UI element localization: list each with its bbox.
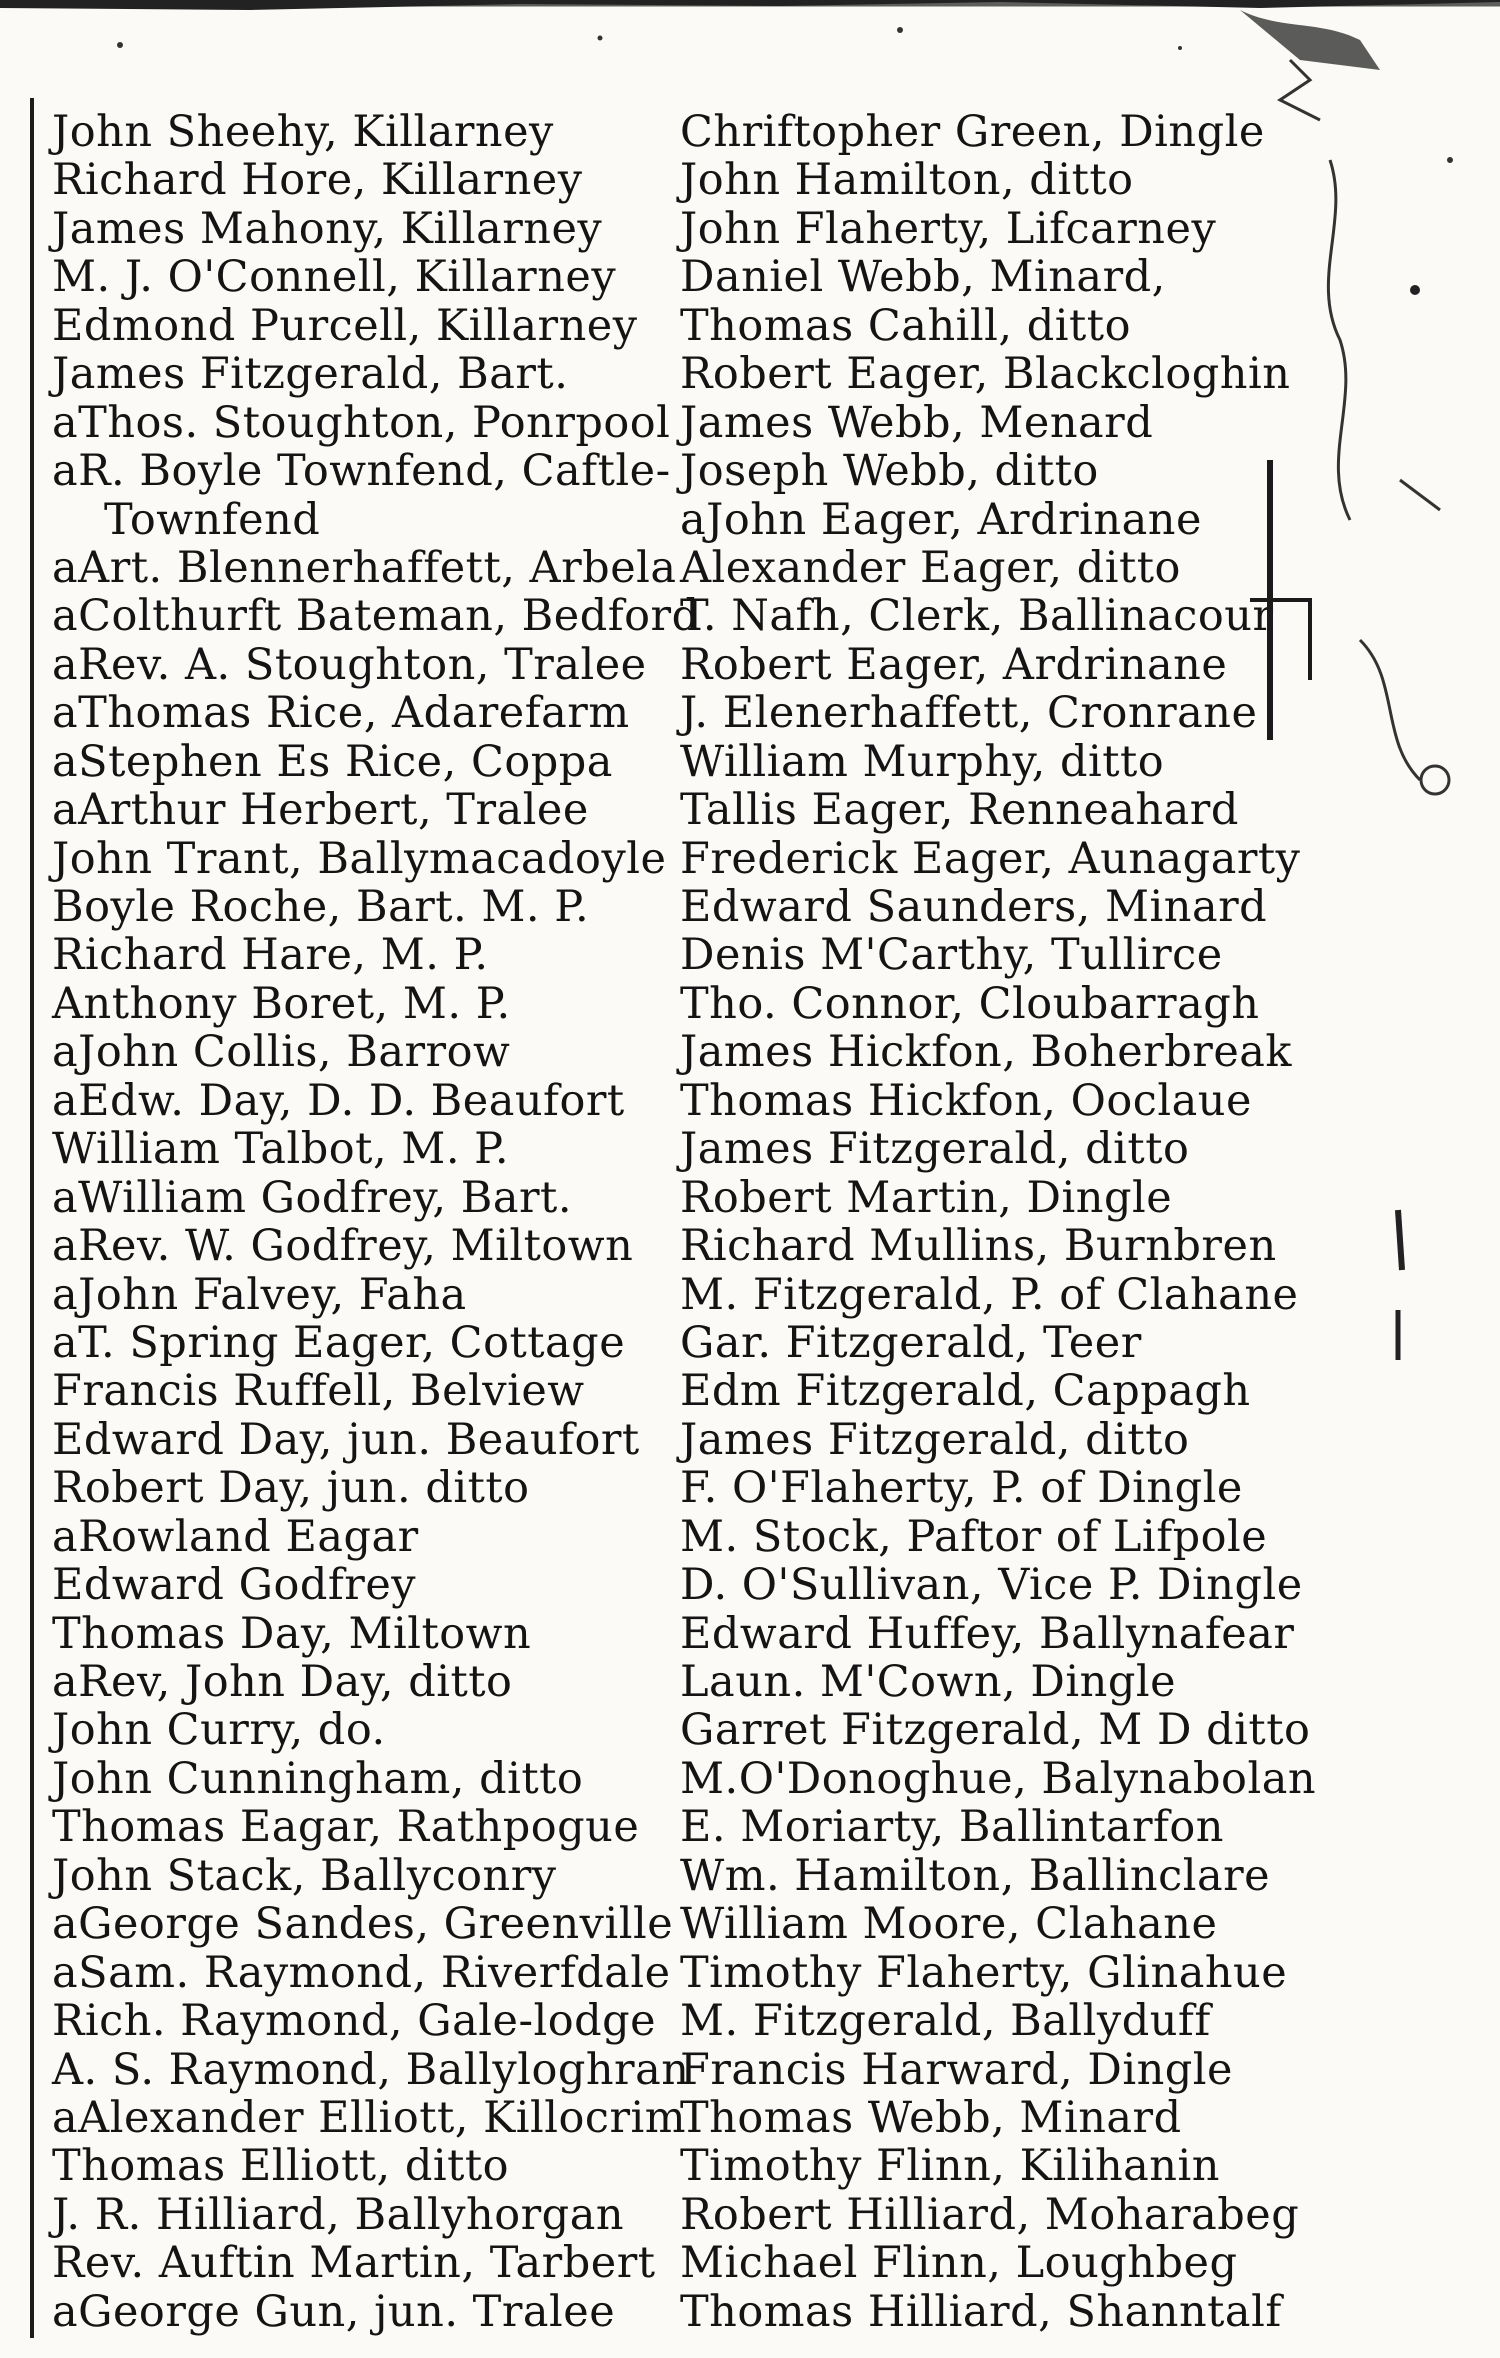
list-item: M. J. O'Connell, Killarney <box>52 252 617 303</box>
ink-damage-right-margin <box>1250 40 1500 940</box>
list-item: aArthur Herbert, Tralee <box>52 785 589 836</box>
list-item: John Stack, Ballyconry <box>52 1850 557 1901</box>
list-item: Thomas Cahill, ditto <box>680 300 1131 351</box>
list-item: Edward Godfrey <box>52 1560 417 1611</box>
list-item: Robert Hilliard, Moharabeg <box>680 2189 1300 2240</box>
list-item: J. Elenerhaffett, Cronrane <box>680 688 1258 739</box>
list-item: Thomas Eagar, Rathpogue <box>52 1802 640 1853</box>
list-item: aWilliam Godfrey, Bart. <box>52 1172 573 1223</box>
list-item: Anthony Boret, M. P. <box>52 978 511 1029</box>
list-item: John Curry, do. <box>52 1705 386 1756</box>
list-item: aStephen Es Rice, Coppa <box>52 736 613 787</box>
list-item: Thomas Hilliard, Shanntalf <box>680 2286 1282 2337</box>
list-item: William Murphy, ditto <box>680 736 1165 787</box>
list-item: Townfend <box>104 494 321 545</box>
list-item: Chriftopher Green, Dingle <box>680 107 1265 157</box>
list-item: Edm Fitzgerald, Cappagh <box>680 1366 1251 1417</box>
list-item: Timothy Flinn, Kilihanin <box>680 2141 1220 2192</box>
list-item: aJohn Eager, Ardrinane <box>680 494 1202 545</box>
list-item: John Trant, Ballymacadoyle <box>52 833 667 884</box>
list-item: Robert Eager, Ardrinane <box>680 639 1228 690</box>
list-item: aJohn Falvey, Faha <box>52 1269 467 1320</box>
list-item: T. Nafh, Clerk, Ballinacour <box>680 591 1274 642</box>
list-item: Richard Hare, M. P. <box>52 930 489 981</box>
list-item: John Cunningham, ditto <box>52 1753 584 1804</box>
list-item: Boyle Roche, Bart. M. P. <box>52 882 590 932</box>
list-item: John Flaherty, Lifcarney <box>680 203 1217 254</box>
list-item: M. Fitzgerald, P. of Clahane <box>680 1269 1299 1320</box>
list-item: James Fitzgerald, ditto <box>680 1124 1190 1175</box>
list-item: Gar. Fitzgerald, Teer <box>680 1317 1142 1368</box>
list-item: M. Fitzgerald, Ballyduff <box>680 1996 1211 2047</box>
list-item: Alexander Eager, ditto <box>680 542 1181 593</box>
list-item: Richard Mullins, Burnbren <box>680 1221 1277 1272</box>
list-item: aRev. A. Stoughton, Tralee <box>52 639 647 690</box>
list-item: Robert Eager, Blackcloghin <box>680 349 1291 400</box>
list-item: William Moore, Clahane <box>680 1899 1218 1950</box>
list-item: Francis Ruffell, Belview <box>52 1366 585 1417</box>
list-item: Denis M'Carthy, Tullirce <box>680 930 1223 981</box>
list-item: A. S. Raymond, Ballyloghran <box>52 2044 690 2095</box>
list-item: aRowland Eagar <box>52 1511 419 1562</box>
list-item: John Sheehy, Killarney <box>52 107 554 157</box>
list-item: aT. Spring Eager, Cottage <box>52 1317 626 1368</box>
list-item: aR. Boyle Townfend, Caftle- <box>52 446 671 497</box>
list-item: aJohn Collis, Barrow <box>52 1027 511 1078</box>
list-item: Daniel Webb, Minard, <box>680 252 1166 303</box>
list-item: James Fitzgerald, Bart. <box>52 349 569 400</box>
list-item: Rich. Raymond, Gale-lodge <box>52 1996 657 2047</box>
list-item: Edward Huffey, Ballynafear <box>680 1608 1295 1659</box>
margin-marks <box>1380 1180 1420 1380</box>
right-column <box>680 108 1320 2336</box>
left-column <box>52 107 700 2337</box>
list-item: E. Moriarty, Ballintarfon <box>680 1802 1224 1853</box>
list-item: Frederick Eager, Aunagarty <box>680 833 1301 884</box>
list-item: James Mahony, Killarney <box>52 203 603 254</box>
list-item: Thomas Hickfon, Ooclaue <box>680 1075 1252 1126</box>
list-item: aThos. Stoughton, Ponrpool <box>52 397 671 448</box>
list-item: Thomas Elliott, ditto <box>52 2141 510 2192</box>
list-item: aSam. Raymond, Riverfdale <box>52 1947 671 1998</box>
list-item: D. O'Sullivan, Vice P. Dingle <box>680 1560 1303 1611</box>
list-item: William Talbot, M. P. <box>52 1124 510 1175</box>
list-item: Robert Martin, Dingle <box>680 1172 1173 1223</box>
list-item: aRev. W. Godfrey, Miltown <box>52 1221 634 1272</box>
list-item: Timothy Flaherty, Glinahue <box>680 1947 1288 1998</box>
list-item: John Hamilton, ditto <box>680 155 1134 206</box>
list-item: aRev, John Day, ditto <box>52 1657 513 1707</box>
left-margin-rule <box>30 98 34 2338</box>
list-item: Francis Harward, Dingle <box>680 2044 1233 2095</box>
list-item: J. R. Hilliard, Ballyhorgan <box>52 2189 625 2240</box>
list-item: Edward Saunders, Minard <box>680 882 1268 932</box>
list-item: aArt. Blennerhaffett, Arbela <box>52 542 677 593</box>
list-item: Thomas Day, Miltown <box>52 1608 532 1659</box>
list-item: Wm. Hamilton, Ballinclare <box>680 1850 1271 1901</box>
list-item: Robert Day, jun. ditto <box>52 1463 530 1514</box>
list-item: Michael Flinn, Loughbeg <box>680 2238 1238 2289</box>
list-item: Thomas Webb, Minard <box>680 2092 1182 2143</box>
list-item: Richard Hore, Killarney <box>52 155 583 206</box>
list-item: aGeorge Sandes, Greenville <box>52 1899 674 1950</box>
list-item: aAlexander Elliott, Killocrim <box>52 2092 687 2143</box>
list-item: James Fitzgerald, ditto <box>680 1414 1190 1465</box>
list-item: M. Stock, Paftor of Lifpole <box>680 1511 1268 1562</box>
list-item: Laun. M'Cown, Dingle <box>680 1657 1177 1707</box>
list-item: James Webb, Menard <box>680 397 1154 448</box>
list-item: M.O'Donoghue, Balynabolan <box>680 1753 1317 1804</box>
list-item: Tho. Connor, Cloubarragh <box>680 978 1260 1029</box>
list-item: Joseph Webb, ditto <box>680 446 1099 497</box>
list-item: Rev. Auftin Martin, Tarbert <box>52 2238 656 2289</box>
list-item: aGeorge Gun, jun. Tralee <box>52 2286 616 2337</box>
list-item: aColthurft Bateman, Bedford <box>52 591 700 642</box>
list-item: aThomas Rice, Adarefarm <box>52 688 630 739</box>
list-item: James Hickfon, Boherbreak <box>680 1027 1292 1078</box>
list-item: Tallis Eager, Renneahard <box>680 785 1239 836</box>
list-item: Garret Fitzgerald, M D ditto <box>680 1705 1311 1756</box>
list-item: aEdw. Day, D. D. Beaufort <box>52 1075 625 1126</box>
list-item: Edward Day, jun. Beaufort <box>52 1414 640 1465</box>
list-item: F. O'Flaherty, P. of Dingle <box>680 1463 1243 1514</box>
list-item: Edmond Purcell, Killarney <box>52 300 638 351</box>
